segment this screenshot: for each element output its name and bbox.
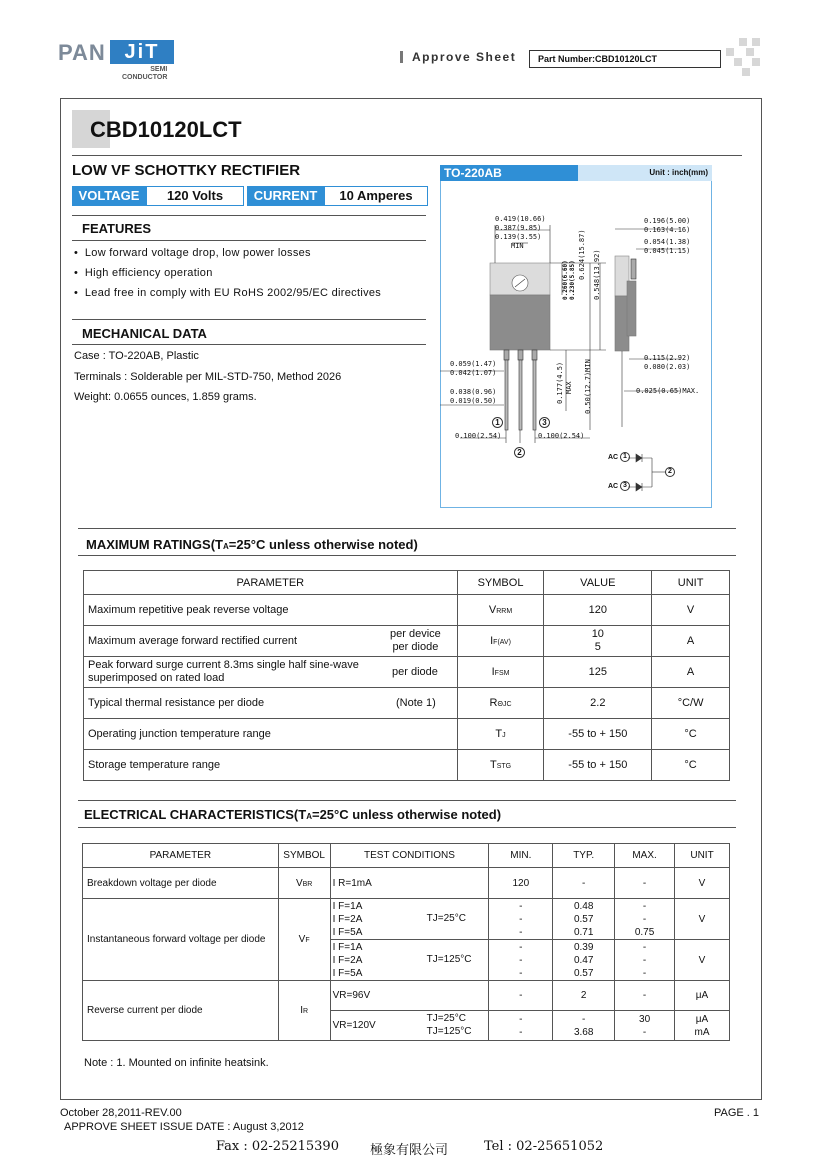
condition-cell: VR=96V — [330, 981, 489, 1011]
approve-sheet-label: Approve Sheet — [412, 50, 517, 64]
pin-1-label: 1 — [492, 417, 503, 428]
symbol-cell: VF — [278, 899, 330, 981]
voltage-value: 120 Volts — [146, 186, 244, 206]
dim-text: 0.139(3.55) — [495, 233, 542, 241]
param-cell: Storage temperature range — [84, 750, 458, 781]
table-row — [84, 626, 730, 657]
table-row — [83, 981, 730, 1011]
features-rule-top — [72, 215, 426, 216]
typ-cell: - 3.68 — [553, 1011, 615, 1041]
pin-3-label: 3 — [539, 417, 550, 428]
ratings-rule-bottom — [78, 555, 736, 556]
dim-text: 0.548(13.92) — [593, 249, 601, 300]
logo-subtitle — [122, 66, 167, 82]
revision: October 28,2011-REV.00 — [60, 1107, 182, 1119]
company-name: 極象有限公司 — [370, 1143, 449, 1158]
features-heading: FEATURES — [82, 221, 152, 236]
dim-text: 0.230(5.85) — [569, 260, 576, 300]
feature-item: • Lead free in comply with EU RoHS 2002/95/EC directives — [74, 287, 382, 299]
col-header: SYMBOL — [278, 844, 330, 868]
schematic-pin-2: 2 — [665, 467, 675, 477]
subtitle: LOW VF SCHOTTKY RECTIFIER — [72, 162, 301, 179]
max-cell: - — [615, 868, 675, 899]
unit-cell: V — [652, 595, 730, 626]
col-header: UNIT — [675, 844, 730, 868]
dim-vertical — [556, 362, 574, 404]
mech-line-terminals: Terminals : Solderable per MIL-STD-750, Method 2026 — [74, 371, 342, 383]
current-label: CURRENT — [247, 186, 324, 206]
logo-jit: JiT — [110, 40, 174, 64]
table-header-row — [83, 844, 730, 868]
dim-text: 0.387(9.85) — [495, 224, 542, 232]
symbol-cell: IF(AV) — [457, 626, 544, 657]
symbol-cell: IFSM — [457, 657, 544, 688]
dim-vertical — [562, 260, 576, 300]
table-row — [84, 595, 730, 626]
max-cell: - - - — [615, 940, 675, 981]
logo-pan: PAN — [58, 40, 106, 65]
min-cell: 120 — [489, 868, 553, 899]
condition-cell: I R=1mA — [330, 868, 489, 899]
unit-cell: μA — [675, 981, 730, 1011]
voltage-label: VOLTAGE — [72, 186, 146, 206]
dim-text: 0.042(1.07) — [450, 369, 497, 377]
dim-text: 0.115(2.92) — [644, 354, 691, 362]
dim-text: 0.100(2.54) — [455, 432, 502, 440]
dim-text: 0.019(0.50) — [450, 397, 497, 405]
dim-side-group — [644, 217, 690, 256]
param-cell: Breakdown voltage per diode — [83, 868, 279, 899]
param-cell: Instantaneous forward voltage per diode — [83, 899, 279, 981]
value-cell: 120 — [544, 595, 652, 626]
col-header: TYP. — [553, 844, 615, 868]
issue-date: APPROVE SHEET ISSUE DATE : August 3,2012 — [64, 1121, 304, 1133]
dim-text: 0.100(2.54) — [538, 432, 585, 440]
electrical-table — [82, 843, 730, 1041]
col-header: VALUE — [544, 571, 652, 595]
dim-text: 0.038(0.96) — [450, 388, 497, 396]
table-row — [84, 719, 730, 750]
symbol-cell: TJ — [457, 719, 544, 750]
symbol-cell: IR — [278, 981, 330, 1041]
dim-text: 0.624(15.87) — [578, 229, 586, 280]
logo-sub-2: CONDUCTOR — [122, 74, 168, 81]
current-value: 10 Amperes — [324, 186, 428, 206]
schematic-ac-1: AC — [608, 454, 619, 461]
symbol-cell: TSTG — [457, 750, 544, 781]
value-cell: 2.2 — [544, 688, 652, 719]
unit-cell: V — [675, 899, 730, 940]
col-header: PARAMETER — [84, 571, 458, 595]
part-number-box: Part Number:CBD10120LCT — [529, 50, 721, 68]
col-header: SYMBOL — [457, 571, 544, 595]
typ-cell: 2 — [553, 981, 615, 1011]
unit-cell: V — [675, 868, 730, 899]
mech-rule-bottom — [72, 344, 426, 345]
min-cell: - - — [489, 1011, 553, 1041]
param-cell: Maximum average forward rectified current per device per diode — [84, 626, 458, 657]
symbol-cell: VBR — [278, 868, 330, 899]
dim-text: MAX — [565, 381, 573, 394]
ratings-title: MAXIMUM RATINGS(TA=25°C unless otherwise noted) — [86, 537, 418, 552]
dim-vertical — [578, 229, 586, 280]
ratings-rule-top — [78, 528, 736, 529]
feature-item: • High efficiency operation — [74, 267, 213, 279]
dim-text: 0.260(6.60) — [562, 260, 569, 300]
tel-number: Tel : 02-25651052 — [484, 1139, 604, 1154]
dim-vertical — [593, 249, 601, 300]
typ-cell: 0.48 0.57 0.71 — [553, 899, 615, 940]
condition-cell: I F=1A I F=2A I F=5A TJ=25°C — [330, 899, 489, 940]
unit-cell: A — [652, 657, 730, 688]
table-header-row — [84, 571, 730, 595]
mech-line-weight: Weight: 0.0655 ounces, 1.859 grams. — [74, 391, 257, 403]
col-header: MIN. — [489, 844, 553, 868]
title-rule — [72, 155, 742, 156]
package-unit: Unit : inch(mm) — [578, 165, 712, 181]
min-cell: - — [489, 981, 553, 1011]
dim-text: 0.059(1.47) — [450, 360, 497, 368]
table-row — [84, 657, 730, 688]
min-cell: - - - — [489, 899, 553, 940]
dim-text: 0.177(4.5) — [556, 361, 564, 404]
value-cell: 10 5 — [544, 626, 652, 657]
elec-rule-top — [78, 800, 736, 801]
param-cell: Operating junction temperature range — [84, 719, 458, 750]
dim-text: 0.163(4.16) — [644, 226, 691, 234]
schematic-pin-3: 3 — [620, 481, 630, 491]
schematic-pin-1: 1 — [620, 452, 630, 462]
pin-2-label: 2 — [514, 447, 525, 458]
ratings-table — [83, 570, 730, 781]
col-header: PARAMETER — [83, 844, 279, 868]
dim-text: 0.054(1.38) — [644, 238, 691, 246]
unit-cell: °C — [652, 719, 730, 750]
value-cell: -55 to + 150 — [544, 719, 652, 750]
dim-text: 0.080(2.03) — [644, 363, 691, 371]
param-cell: Typical thermal resistance per diode (Note 1) — [84, 688, 458, 719]
page-number: PAGE . 1 — [714, 1107, 760, 1119]
dim-text: 0.419(10.66) — [495, 215, 546, 223]
col-header: UNIT — [652, 571, 730, 595]
mech-rule-top — [72, 319, 426, 320]
schematic-ac-3: AC — [608, 483, 619, 490]
min-cell: - - - — [489, 940, 553, 981]
dim-width-group — [495, 215, 546, 251]
elec-rule-bottom — [78, 827, 736, 828]
unit-cell: A — [652, 626, 730, 657]
typ-cell: 0.39 0.47 0.57 — [553, 940, 615, 981]
dim-text: 0.045(1.15) — [644, 247, 691, 255]
condition-cell: I F=1A I F=2A I F=5A TJ=125°C — [330, 940, 489, 981]
typ-cell: - — [553, 868, 615, 899]
mech-line-case: Case : TO-220AB, Plastic — [74, 350, 199, 362]
approve-bar — [400, 51, 403, 63]
table-row — [83, 899, 730, 940]
package-name: TO-220AB — [440, 165, 578, 181]
dim-side-lead-group — [644, 354, 690, 372]
param-cell: Peak forward surge current 8.3ms single half sine-wave superimposed on rated load per diode — [84, 657, 458, 688]
max-cell: 30 - — [615, 1011, 675, 1041]
dim-text: 0.50(12.7)MIN — [584, 359, 592, 414]
value-cell: -55 to + 150 — [544, 750, 652, 781]
col-header: TEST CONDITIONS — [330, 844, 489, 868]
unit-cell: °C/W — [652, 688, 730, 719]
param-cell: Reverse current per diode — [83, 981, 279, 1041]
dim-text: MIN — [511, 242, 524, 250]
condition-cell: VR=120V TJ=25°C TJ=125°C — [330, 1011, 489, 1041]
dim-text: 0.196(5.00) — [644, 217, 691, 225]
dim-vertical — [584, 359, 592, 414]
features-rule-bottom — [72, 240, 426, 241]
max-cell: - - 0.75 — [615, 899, 675, 940]
col-header: MAX. — [615, 844, 675, 868]
unit-cell: μA mA — [675, 1011, 730, 1041]
max-cell: - — [615, 981, 675, 1011]
electrical-title: ELECTRICAL CHARACTERISTICS(TA=25°C unless otherwise noted) — [84, 807, 502, 822]
note: Note : 1. Mounted on infinite heatsink. — [84, 1057, 269, 1069]
value-cell: 125 — [544, 657, 652, 688]
dim-text: 0.025(0.65)MAX. — [636, 387, 700, 395]
table-row — [84, 750, 730, 781]
table-row — [84, 688, 730, 719]
unit-cell: V — [675, 940, 730, 981]
fax-number: Fax : 02-25215390 — [216, 1139, 339, 1154]
product-title: CBD10120LCT — [90, 117, 242, 142]
mechanical-heading: MECHANICAL DATA — [82, 326, 207, 341]
symbol-cell: VRRM — [457, 595, 544, 626]
table-row — [83, 868, 730, 899]
feature-item: • Low forward voltage drop, low power losses — [74, 247, 311, 259]
logo-sub-1: SEMI — [150, 66, 168, 73]
checker-decoration — [726, 38, 760, 76]
param-cell: Maximum repetitive peak reverse voltage — [84, 595, 458, 626]
symbol-cell: RΘJC — [457, 688, 544, 719]
dim-lead-group — [450, 360, 496, 406]
unit-cell: °C — [652, 750, 730, 781]
